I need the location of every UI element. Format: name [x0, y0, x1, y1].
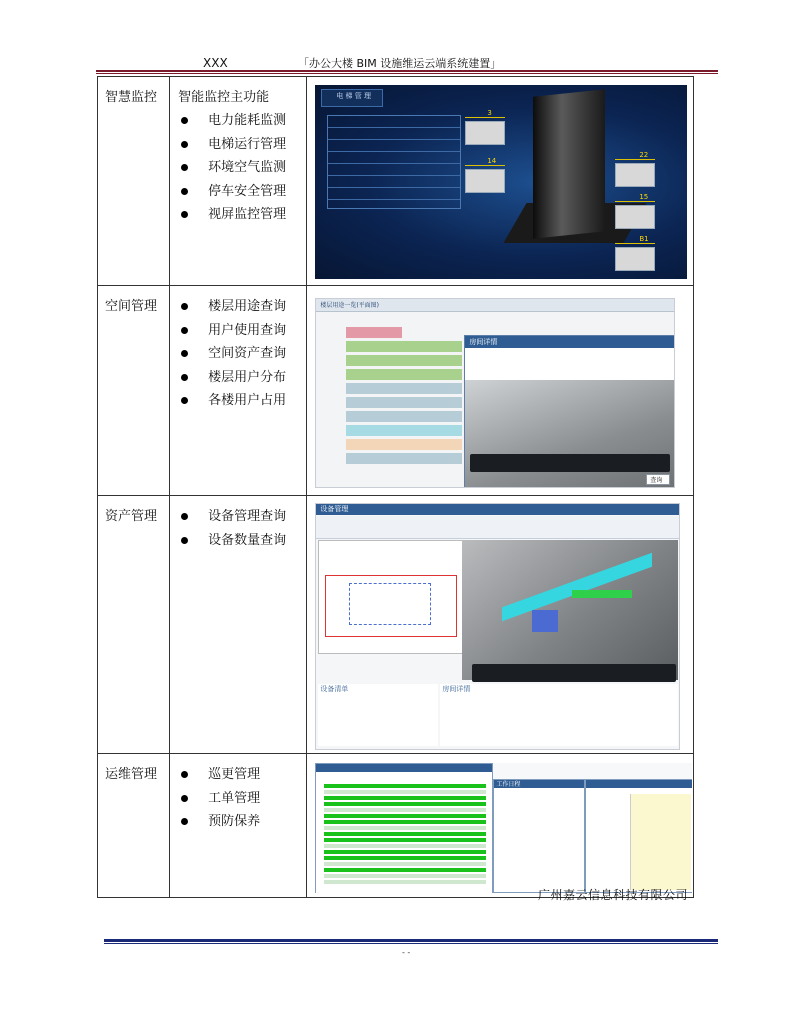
elevator-title-box — [321, 89, 383, 107]
window-titlebar — [316, 504, 679, 515]
table-row — [98, 77, 694, 286]
elevator-status-panel — [327, 115, 461, 209]
bim-equipment-model — [462, 540, 678, 680]
window-title: 工作日程 — [496, 781, 521, 788]
header-rule — [96, 70, 718, 72]
window-title: 房间详情 — [469, 338, 498, 346]
floor-label: 22 — [639, 151, 649, 159]
feature-list — [178, 295, 306, 413]
model-toolbar[interactable] — [470, 454, 670, 472]
usage-bar — [346, 411, 462, 422]
elevator-monitor-screenshot — [315, 85, 687, 279]
feature-item: 停车安全管理 — [178, 180, 306, 204]
footer-rule-thin — [104, 943, 718, 944]
elevator-car-thumbnail — [615, 205, 655, 229]
detail-title: 房间详情 — [442, 685, 471, 693]
header-rule-thin — [96, 73, 718, 74]
feature-item: 工单管理 — [178, 787, 306, 811]
calendar-window — [585, 779, 692, 893]
tab-label: 楼层用途一览(平面图) — [320, 302, 380, 309]
feature-item: 用户使用查询 — [178, 319, 306, 343]
elevator-car-thumbnail — [465, 121, 505, 145]
usage-bar — [346, 355, 462, 366]
room-detail-window — [464, 335, 675, 488]
feature-cell — [170, 286, 307, 496]
table-row — [98, 496, 694, 754]
space-management-screenshot — [315, 298, 675, 488]
list-title: 设备清单 — [320, 685, 349, 693]
feature-item: 空间资产查询 — [178, 342, 306, 366]
usage-bar — [346, 453, 462, 464]
elevator-car-thumbnail — [615, 163, 655, 187]
usage-bar — [346, 341, 462, 352]
screenshot-cell — [307, 496, 694, 754]
floor-plan-view[interactable] — [318, 540, 464, 654]
feature-item: 巡更管理 — [178, 763, 306, 787]
asset-filter-form[interactable] — [316, 516, 679, 539]
feature-item: 楼层用户分布 — [178, 366, 306, 390]
header-left: XXX — [203, 56, 228, 70]
feature-item: 电梯运行管理 — [178, 133, 306, 157]
screenshot-cell — [307, 286, 694, 496]
floor-label: 14 — [487, 157, 497, 165]
elevator-car-thumbnail — [465, 169, 505, 193]
category-cell: 空间管理 — [98, 286, 170, 496]
feature-list — [178, 109, 306, 227]
window-titlebar — [465, 336, 675, 348]
category-cell: 智慧监控 — [98, 77, 170, 286]
feature-item: 设备管理查询 — [178, 505, 306, 529]
elevator-car-thumbnail — [615, 247, 655, 271]
query-button[interactable]: 查询 — [646, 474, 670, 485]
header-title: 「办公大楼 BIM 设施维运云端系统建置」 — [298, 57, 502, 70]
table-row — [98, 754, 694, 898]
operations-screenshot — [315, 763, 692, 893]
usage-bar — [346, 327, 402, 338]
screenshot-cell — [307, 77, 694, 286]
feature-item: 视屏监控管理 — [178, 203, 306, 227]
screenshot-cell — [307, 754, 694, 898]
floor-label: 15 — [639, 193, 649, 201]
usage-bar — [346, 383, 462, 394]
usage-bar — [346, 425, 462, 436]
usage-bar — [346, 439, 462, 450]
window-title: 设备管理 — [320, 505, 349, 513]
feature-table — [97, 76, 694, 898]
room-detail-panel — [440, 684, 678, 746]
feature-title: 智能监控主功能 — [178, 90, 270, 105]
feature-item: 电力能耗监测 — [178, 109, 306, 133]
equipment-list — [318, 684, 438, 746]
footer-rule — [104, 939, 718, 942]
elevator-title: 电 梯 管 理 — [336, 92, 372, 100]
building-model — [533, 89, 605, 239]
floor-label: 3 — [487, 109, 492, 117]
feature-list — [178, 505, 306, 552]
company-name: 广州嘉云信息科技有限公司 — [538, 888, 689, 902]
table-row — [98, 286, 694, 496]
feature-cell — [170, 754, 307, 898]
asset-management-screenshot — [315, 503, 680, 750]
feature-item: 各楼用户占用 — [178, 389, 306, 413]
feature-cell — [170, 77, 307, 286]
usage-bar — [346, 397, 462, 408]
feature-cell — [170, 496, 307, 754]
feature-item: 环境空气监测 — [178, 156, 306, 180]
model-toolbar[interactable] — [472, 664, 676, 682]
feature-item: 设备数量查询 — [178, 529, 306, 553]
patrol-list-window — [315, 763, 493, 893]
category-cell: 运维管理 — [98, 754, 170, 898]
feature-item: 预防保养 — [178, 810, 306, 834]
floor-usage-tab — [316, 299, 674, 312]
floor-label: B1 — [639, 235, 649, 243]
work-order-window — [493, 779, 585, 893]
category-cell: 资产管理 — [98, 496, 170, 754]
feature-list — [178, 763, 306, 834]
usage-bar — [346, 369, 462, 380]
feature-item: 楼层用途查询 — [178, 295, 306, 319]
page-number: - - — [402, 948, 411, 957]
